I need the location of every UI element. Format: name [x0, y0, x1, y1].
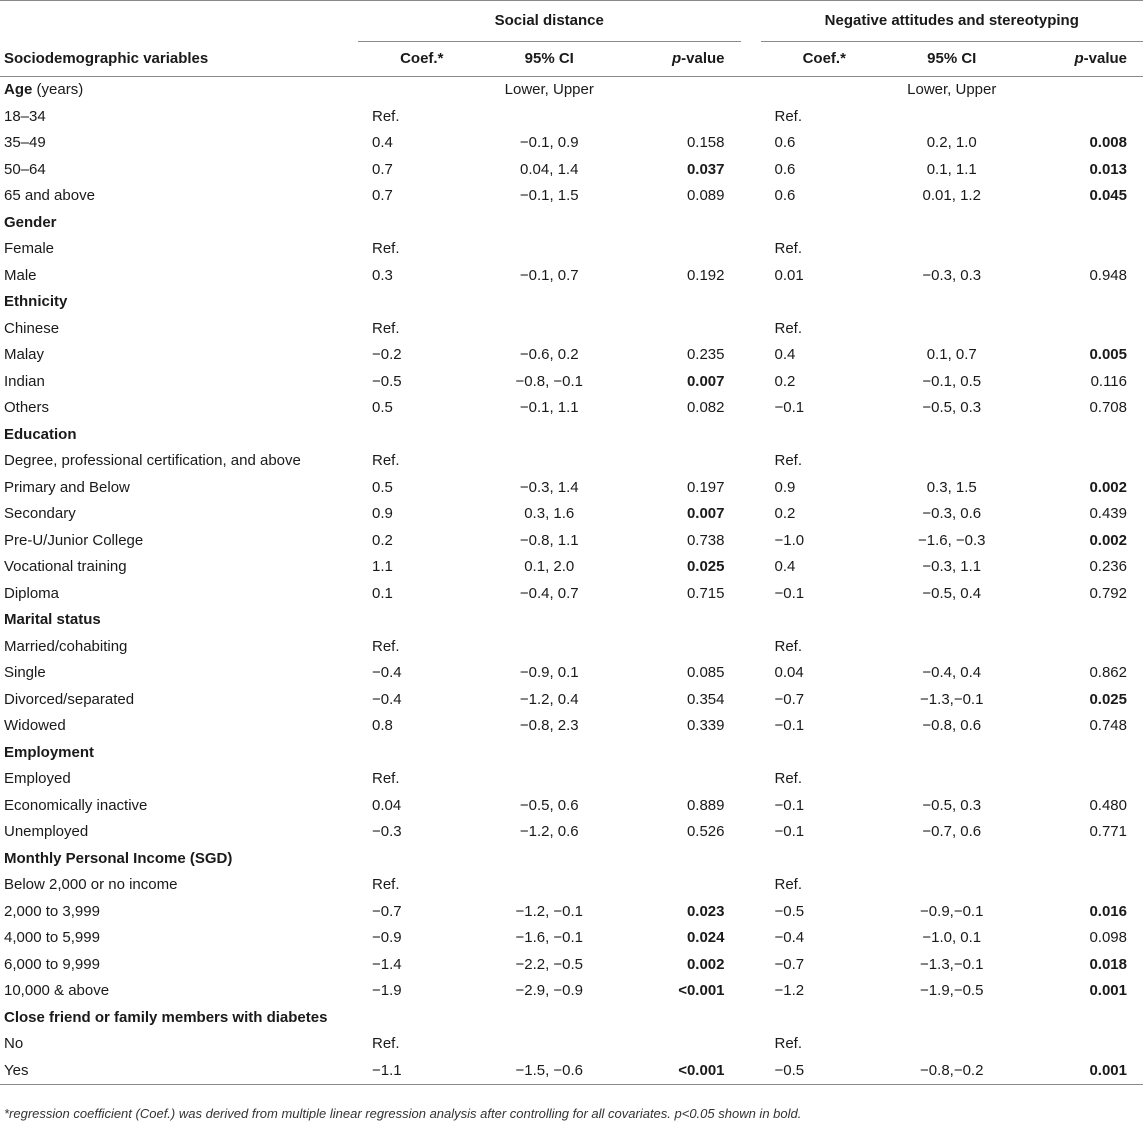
- row-label: Employed: [4, 770, 71, 787]
- section-title: Gender: [4, 213, 57, 231]
- table-row: [0, 475, 1143, 502]
- row-label: 18–34: [4, 107, 46, 125]
- p-negative: 0.862: [1089, 664, 1127, 681]
- column-header-row: [0, 42, 1143, 77]
- ci-note-negative: Lower, Upper: [907, 81, 997, 98]
- ci-negative: −0.5, 0.3: [922, 399, 982, 416]
- ci-negative: −0.5, 0.4: [922, 584, 982, 602]
- coef-negative: −0.1: [774, 823, 805, 840]
- row-label: Female: [4, 240, 55, 257]
- p-social: 0.889: [686, 796, 725, 814]
- p-social: [613, 872, 741, 899]
- section-title: Marital status: [4, 611, 101, 628]
- age-unit: (years): [36, 81, 84, 98]
- ci-negative: −0.3, 0.6: [922, 505, 982, 522]
- section-header: [0, 607, 1143, 634]
- ci-social: −1.2, 0.4: [519, 690, 579, 708]
- p-negative: 0.008: [1089, 134, 1127, 151]
- coef-negative: Ref.: [774, 770, 803, 787]
- ci-social: −0.9, 0.1: [519, 664, 579, 681]
- p-social: <0.001: [678, 1061, 725, 1079]
- p-social: 0.339: [686, 717, 725, 734]
- coef-negative: −1.2: [774, 982, 805, 999]
- p-negative: 0.016: [1089, 902, 1127, 920]
- coef-social: −0.9: [372, 929, 402, 946]
- coef-social: 0.7: [372, 160, 393, 178]
- p-italic: p: [1074, 50, 1084, 67]
- row-label: Malay: [4, 346, 45, 363]
- table-row: [0, 581, 1143, 608]
- group-header-social-distance: Social distance: [358, 1, 741, 42]
- p-social: 0.738: [686, 531, 725, 549]
- age-label: Age: [4, 81, 33, 98]
- ci-negative: 0.1, 0.7: [926, 346, 977, 363]
- p-social: 0.197: [686, 478, 725, 496]
- p-italic: p: [671, 50, 682, 67]
- table-row: [0, 104, 1143, 131]
- table-row: [0, 263, 1143, 290]
- table-row: [0, 395, 1143, 422]
- coef-social: −0.4: [372, 664, 402, 681]
- coef-social: −1.1: [372, 1061, 402, 1079]
- coef-social: Ref.: [372, 770, 400, 787]
- coef-social: 0.5: [372, 478, 393, 496]
- ci-negative: −0.4, 0.4: [922, 664, 982, 681]
- row-label: Indian: [4, 372, 45, 390]
- ci-social: [486, 316, 614, 343]
- table-row: [0, 316, 1143, 343]
- ci-social: −2.2, −0.5: [515, 955, 584, 973]
- p-negative: 0.002: [1089, 531, 1127, 549]
- p-suffix: -value: [1083, 50, 1127, 67]
- footnote: *regression coefficient (Coef.) was derived from multiple linear regression analysis after controlling for all covariates. p<0.05 shown in bold.: [4, 1106, 802, 1121]
- coef-social: Ref.: [372, 637, 400, 655]
- row-label: 2,000 to 3,999: [4, 902, 100, 920]
- ci-negative: [888, 634, 1016, 661]
- p-social: 0.354: [686, 690, 725, 708]
- p-negative: [1016, 872, 1143, 899]
- p-social: 0.235: [686, 346, 725, 363]
- ci-social: −0.6, 0.2: [519, 346, 579, 363]
- p-social: [613, 236, 741, 263]
- p-social: 0.024: [686, 929, 725, 946]
- row-label: Pre-U/Junior College: [4, 531, 144, 549]
- p-negative: 0.025: [1089, 690, 1127, 708]
- row-label: Unemployed: [4, 823, 89, 840]
- table-row: [0, 793, 1143, 820]
- section-title: Education: [4, 425, 77, 443]
- table-row: [0, 1058, 1143, 1085]
- group-header-negative-attitudes: Negative attitudes and stereotyping: [761, 1, 1143, 42]
- coef-negative: Ref.: [774, 240, 803, 257]
- col-header-coef-1: Coef.*: [400, 50, 444, 67]
- ci-social: −1.2, −0.1: [515, 902, 584, 920]
- row-label: Degree, professional certification, and above: [4, 452, 301, 469]
- ci-negative: 0.1, 1.1: [926, 160, 977, 178]
- group-header-row: [0, 1, 1143, 42]
- section-title: Monthly Personal Income (SGD): [4, 849, 233, 867]
- p-negative: 0.439: [1089, 505, 1127, 522]
- p-social: 0.002: [686, 955, 725, 973]
- row-label: Single: [4, 664, 46, 681]
- coef-negative: −0.7: [774, 690, 805, 708]
- ci-social: [486, 236, 614, 263]
- ci-negative: [888, 872, 1016, 899]
- coef-social: −0.7: [372, 902, 402, 920]
- coef-social: −0.4: [372, 690, 402, 708]
- row-label: Chinese: [4, 319, 60, 337]
- row-label: Others: [4, 399, 50, 416]
- table-row: [0, 952, 1143, 979]
- p-social: 0.007: [686, 505, 725, 522]
- table-row: [0, 978, 1143, 1005]
- table-row: [0, 448, 1143, 475]
- coef-social: Ref.: [372, 876, 400, 893]
- ci-social: [486, 1031, 614, 1058]
- row-label: Married/cohabiting: [4, 637, 128, 655]
- p-negative: 0.792: [1089, 584, 1127, 602]
- p-negative: 0.013: [1089, 160, 1127, 178]
- table-row: [0, 713, 1143, 740]
- ci-social: 0.3, 1.6: [524, 505, 575, 522]
- ci-social: −0.3, 1.4: [519, 478, 579, 496]
- p-social: 0.526: [686, 823, 725, 840]
- coef-social: −0.2: [372, 346, 402, 363]
- ci-social: [486, 634, 614, 661]
- row-label: Vocational training: [4, 558, 127, 575]
- p-negative: 0.002: [1089, 478, 1127, 496]
- coef-social: 0.1: [372, 584, 393, 602]
- ci-social: −0.1, 0.7: [519, 266, 579, 284]
- coef-social: 0.2: [372, 531, 393, 549]
- ci-social: −0.8, 1.1: [519, 531, 579, 549]
- ci-negative: −1.9,−0.5: [920, 982, 984, 999]
- row-label: 50–64: [4, 160, 46, 178]
- coef-negative: −0.4: [774, 929, 805, 946]
- coef-negative: 0.01: [774, 266, 804, 284]
- section-header: [0, 740, 1143, 767]
- ci-social: [486, 104, 614, 131]
- ci-social: −2.9, −0.9: [515, 982, 584, 999]
- p-negative: [1016, 316, 1143, 343]
- section-header: [0, 1005, 1143, 1032]
- ci-note-social: Lower, Upper: [504, 81, 594, 98]
- ci-social: −0.8, −0.1: [515, 372, 584, 390]
- section-header: [0, 210, 1143, 237]
- table-row: [0, 766, 1143, 793]
- p-negative: 0.708: [1089, 399, 1127, 416]
- p-negative: 0.001: [1089, 982, 1127, 999]
- p-negative: [1016, 448, 1143, 475]
- table-row: [0, 528, 1143, 555]
- p-social: 0.158: [686, 134, 725, 151]
- p-suffix: -value: [681, 50, 725, 67]
- coef-social: −0.5: [372, 372, 402, 390]
- coef-social: 0.4: [372, 134, 393, 151]
- ci-negative: −1.6, −0.3: [917, 531, 986, 549]
- p-negative: 0.236: [1089, 558, 1127, 575]
- col-header-p-2: [1016, 42, 1143, 77]
- coef-negative: Ref.: [774, 876, 803, 893]
- ci-social: −1.5, −0.6: [515, 1061, 584, 1079]
- coef-negative: −0.7: [774, 955, 805, 973]
- p-social: 0.715: [686, 584, 725, 602]
- section-title: Employment: [4, 743, 95, 761]
- ci-social: −0.1, 1.1: [519, 399, 579, 416]
- ci-negative: [888, 1031, 1016, 1058]
- p-negative: 0.771: [1089, 823, 1127, 840]
- ci-negative: −1.3,−0.1: [920, 690, 984, 708]
- coef-social: 0.3: [372, 266, 393, 284]
- col-header-p-1: [613, 42, 741, 77]
- coef-negative: Ref.: [774, 107, 803, 125]
- coef-negative: 0.6: [774, 187, 796, 204]
- col-header-variables: Sociodemographic variables: [4, 49, 209, 67]
- p-negative: 0.480: [1089, 796, 1127, 814]
- row-label: Widowed: [4, 717, 66, 734]
- row-label: 35–49: [4, 134, 46, 151]
- p-social: [613, 1031, 741, 1058]
- ci-negative: −0.8, 0.6: [922, 717, 982, 734]
- row-label: 6,000 to 9,999: [4, 955, 100, 973]
- ci-negative: −0.3, 1.1: [922, 558, 982, 575]
- ci-negative: [888, 448, 1016, 475]
- ci-negative: 0.2, 1.0: [926, 134, 977, 151]
- ci-negative: −1.3,−0.1: [920, 955, 984, 973]
- section-title: Ethnicity: [4, 293, 68, 310]
- p-negative: 0.116: [1090, 372, 1127, 390]
- p-social: 0.192: [686, 266, 725, 284]
- ci-negative: 0.01, 1.2: [922, 187, 981, 204]
- ci-negative: [888, 766, 1016, 793]
- coef-social: −0.3: [372, 823, 402, 840]
- ci-negative: −0.3, 0.3: [922, 266, 982, 284]
- coef-negative: −0.1: [774, 717, 805, 734]
- ci-social: [486, 448, 614, 475]
- coef-social: 0.04: [372, 796, 402, 814]
- ci-social: −0.1, 0.9: [519, 134, 579, 151]
- coef-social: −1.9: [372, 982, 402, 999]
- table-row: [0, 925, 1143, 952]
- coef-social: 0.5: [372, 399, 393, 416]
- ci-social: [486, 872, 614, 899]
- p-social: 0.089: [686, 187, 725, 204]
- p-negative: 0.001: [1089, 1061, 1127, 1079]
- ci-social: −0.5, 0.6: [519, 796, 579, 814]
- table-row: [0, 236, 1143, 263]
- coef-negative: 0.6: [774, 160, 796, 178]
- p-social: [613, 316, 741, 343]
- coef-negative: 0.6: [774, 134, 796, 151]
- coef-negative: −0.1: [774, 796, 805, 814]
- ci-negative: −0.5, 0.3: [922, 796, 982, 814]
- p-social: 0.025: [686, 558, 725, 575]
- coef-social: −1.4: [372, 955, 402, 973]
- ci-social: −0.1, 1.5: [519, 187, 579, 204]
- ci-social: −1.2, 0.6: [519, 823, 579, 840]
- coef-social: 0.9: [372, 505, 393, 522]
- coef-social: Ref.: [372, 107, 400, 125]
- row-label: Male: [4, 266, 37, 284]
- ci-social: −0.8, 2.3: [519, 717, 579, 734]
- coef-negative: Ref.: [774, 637, 803, 655]
- table-body: [0, 77, 1143, 1085]
- section-title: Close friend or family members with diabetes: [4, 1008, 328, 1026]
- table-row: [0, 872, 1143, 899]
- p-negative: [1016, 236, 1143, 263]
- ci-social: −0.4, 0.7: [519, 584, 579, 602]
- coef-social: 0.7: [372, 187, 393, 204]
- p-negative: 0.098: [1089, 929, 1127, 946]
- section-header-age: [0, 77, 1143, 104]
- coef-negative: 0.9: [774, 478, 796, 496]
- coef-negative: 0.4: [774, 558, 796, 575]
- p-negative: [1016, 634, 1143, 661]
- ci-social: 0.1, 2.0: [524, 558, 575, 575]
- p-negative: 0.948: [1089, 266, 1127, 284]
- ci-social: 0.04, 1.4: [520, 160, 579, 178]
- coef-negative: 0.2: [774, 505, 796, 522]
- coef-negative: −1.0: [774, 531, 805, 549]
- ci-negative: −1.0, 0.1: [922, 929, 982, 946]
- table-row: [0, 1031, 1143, 1058]
- section-header: [0, 846, 1143, 873]
- ci-negative: −0.8,−0.2: [920, 1061, 984, 1079]
- row-label: 4,000 to 5,999: [4, 929, 100, 946]
- ci-negative: [888, 236, 1016, 263]
- table-row: [0, 634, 1143, 661]
- table-row: [0, 157, 1143, 184]
- p-social: [613, 766, 741, 793]
- coef-negative: −0.5: [774, 1061, 805, 1079]
- row-label: Diploma: [4, 584, 60, 602]
- ci-negative: [888, 316, 1016, 343]
- table-row: [0, 819, 1143, 846]
- p-social: 0.082: [686, 399, 725, 416]
- table-row: [0, 183, 1143, 210]
- ci-social: −1.6, −0.1: [515, 929, 584, 946]
- ci-negative: 0.3, 1.5: [926, 478, 977, 496]
- p-negative: 0.045: [1089, 187, 1127, 204]
- row-label: No: [4, 1035, 24, 1052]
- p-social: 0.023: [686, 902, 725, 920]
- table-row: [0, 899, 1143, 926]
- p-negative: [1016, 1031, 1143, 1058]
- coef-social: Ref.: [372, 1035, 400, 1052]
- p-negative: 0.018: [1089, 955, 1127, 973]
- table-row: [0, 369, 1143, 396]
- p-social: 0.007: [686, 372, 725, 390]
- coef-negative: −0.5: [774, 902, 805, 920]
- table-row: [0, 660, 1143, 687]
- table-row: [0, 554, 1143, 581]
- ci-negative: −0.7, 0.6: [922, 823, 982, 840]
- p-social: 0.085: [686, 664, 725, 681]
- p-negative: [1016, 104, 1143, 131]
- p-negative: [1016, 766, 1143, 793]
- p-negative: 0.748: [1089, 717, 1127, 734]
- coef-social: 0.8: [372, 717, 393, 734]
- ci-social: [486, 766, 614, 793]
- p-social: [613, 104, 741, 131]
- col-header-ci-1: 95% CI: [524, 50, 574, 67]
- coef-social: Ref.: [372, 240, 400, 257]
- coef-social: Ref.: [372, 452, 400, 469]
- ci-negative: −0.9,−0.1: [920, 902, 984, 920]
- section-header: [0, 422, 1143, 449]
- row-label: 10,000 & above: [4, 982, 110, 999]
- section-header: [0, 289, 1143, 316]
- row-label: Secondary: [4, 505, 76, 522]
- table-row: [0, 130, 1143, 157]
- coef-negative: 0.04: [774, 664, 804, 681]
- coef-negative: Ref.: [774, 1035, 803, 1052]
- p-social: [613, 448, 741, 475]
- p-social: <0.001: [678, 982, 725, 999]
- table-row: [0, 687, 1143, 714]
- coef-negative: Ref.: [774, 319, 803, 337]
- p-social: [613, 634, 741, 661]
- row-label: Primary and Below: [4, 478, 130, 496]
- coef-negative: −0.1: [774, 399, 805, 416]
- coef-negative: 0.2: [774, 372, 796, 390]
- row-label: Below 2,000 or no income: [4, 876, 178, 893]
- col-header-ci-2: 95% CI: [927, 50, 977, 67]
- ci-negative: −0.1, 0.5: [922, 372, 982, 390]
- row-label: Economically inactive: [4, 796, 148, 814]
- p-negative: 0.005: [1089, 346, 1127, 363]
- coef-social: 1.1: [372, 558, 393, 575]
- row-label: 65 and above: [4, 187, 95, 204]
- row-label: Divorced/separated: [4, 690, 135, 708]
- coef-social: Ref.: [372, 319, 400, 337]
- row-label: Yes: [4, 1061, 29, 1079]
- table-row: [0, 342, 1143, 369]
- col-header-coef-2: Coef.*: [802, 50, 846, 67]
- coef-negative: −0.1: [774, 584, 805, 602]
- coef-negative: 0.4: [774, 346, 796, 363]
- p-social: 0.037: [686, 160, 725, 178]
- table-row: [0, 501, 1143, 528]
- coef-negative: Ref.: [774, 452, 803, 469]
- ci-negative: [888, 104, 1016, 131]
